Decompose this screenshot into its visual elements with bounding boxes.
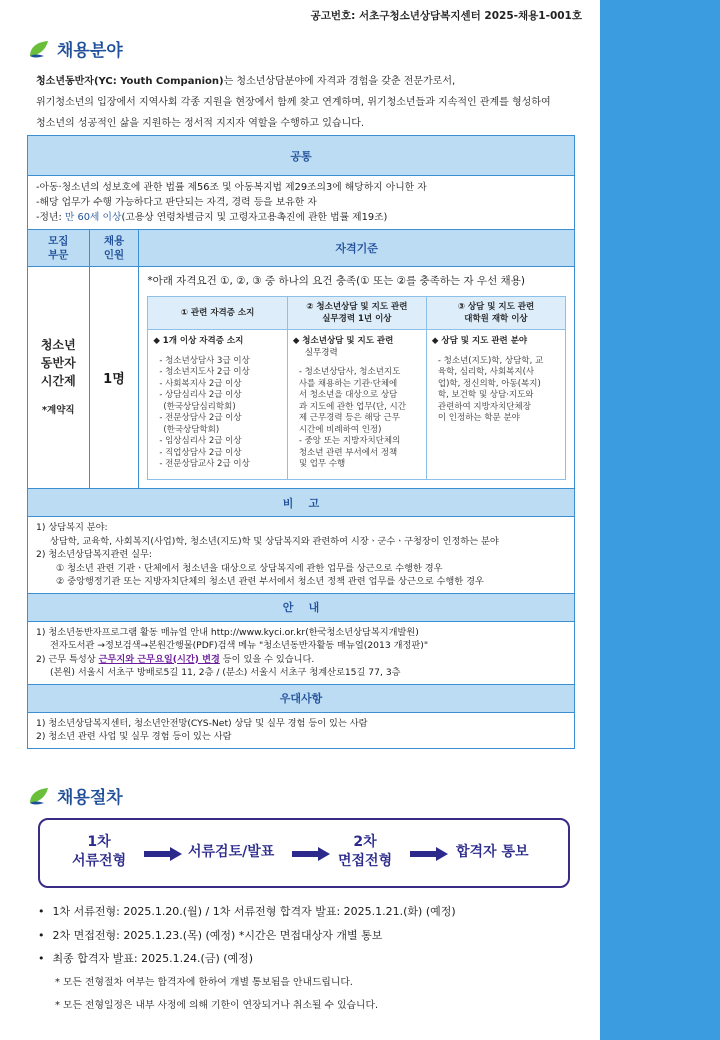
position-name-line3: 시간제 (40, 373, 76, 388)
schedule-note: * 모든 전형절차 여부는 합격자에 한하여 개별 통보됨을 안내드립니다. (55, 976, 353, 988)
option2-item: 과 지도에 관한 업무(단, 시간 (298, 401, 406, 412)
option3-title-line1: ③ 상담 및 지도 관련 (457, 302, 535, 312)
common-line1: -아동·청소년의 성보호에 관한 법률 제56조 및 아동복지법 제29조의3에 해당하지 아니한 자 (36, 182, 427, 193)
leaf-logo-icon (28, 40, 50, 58)
guide-header: 안 내 (28, 593, 575, 621)
retirement-law: (고용상 연령차별금지 및 고령자고용촉진에 관한 법률 제19조) (121, 212, 388, 223)
staff-count: 1명 (89, 267, 139, 489)
schedule-item: • 최종 합격자 발표: 2025.1.24.(금) (예정) (38, 947, 598, 971)
option3-item: 관련하여 지방자치단체장 (437, 401, 531, 412)
option2-item: - 청소년상담사, 청소년지도 (298, 367, 401, 377)
intro-bold-term: 청소년동반자(YC: Youth Companion) (36, 76, 224, 87)
step1-line2: 서류전형 (72, 853, 127, 869)
col-header-recruit-text: 모집 부문 (48, 235, 69, 261)
col-header-recruit (28, 230, 90, 267)
position-name-line2: 동반자 (40, 355, 76, 370)
option2-diamond (293, 336, 421, 359)
retirement-age: 만 60세 이상 (64, 212, 122, 223)
option3-diamond: ◆ 상담 및 지도 관련 분야 (431, 336, 528, 346)
guide-line2: 전자도서관 →정보검색→본원간행물(PDF)검색 메뉴 "청소년동반자활동 매뉴얼(2013 개정판)" (50, 640, 429, 651)
schedule-item: • 1차 서류전형: 2025.1.20.(월) / 1차 서류전형 합격자 발표: 2025.1.21.(화) (예정) (38, 900, 598, 924)
section-title-text: 채용절차 (57, 788, 123, 808)
section-title-recruit-field (28, 36, 123, 61)
step3-line1: 2차 (353, 834, 377, 850)
leaf-logo-icon (28, 787, 50, 805)
option3-item: 이 인정하는 학문 분야 (437, 413, 520, 423)
option3-title-line2: 대학원 재학 이상 (464, 314, 528, 324)
notice-number: 공고번호: 서초구청소년상담복지센터 2025-채용1-001호 (310, 10, 582, 22)
guide-line3 (36, 653, 566, 667)
option3-title (426, 297, 565, 330)
common-line3 (36, 210, 566, 225)
contract-note: *계약직 (42, 404, 75, 416)
step-document-screening (72, 833, 126, 871)
option1-diamond: ◆ 1개 이상 자격증 소지 (153, 336, 244, 346)
guide-line3-pre: 2) 근무 특성상 (36, 653, 99, 665)
guide-highlight: 근무지와 근무요일(시간) 변경 (98, 653, 220, 665)
arrow-right-icon (410, 847, 448, 861)
option1-body (148, 330, 288, 480)
preference-line1: 1) 청소년상담복지센터, 청소년안전망(CYS-Net) 상담 및 실무 경험 등이 있는 사람 (36, 717, 368, 729)
remarks-line3: 2) 청소년상담복지관련 실무: (36, 549, 152, 560)
guide-line3-post: 등이 있을 수 있습니다. (219, 653, 315, 665)
schedule-item: • 2차 면접전형: 2025.1.23.(목) (예정) *시간은 면접대상자 개별 통보 (38, 924, 598, 948)
option1-item: - 직업상담사 2급 이상 (159, 447, 242, 458)
option1-title: ① 관련 자격증 소지 (148, 297, 288, 330)
preference-header: 우대사항 (28, 684, 575, 712)
guide-body (28, 621, 575, 684)
section-title-process (28, 783, 123, 808)
option1-item: - 청소년지도사 2급 이상 (159, 367, 250, 377)
option2-item: - 중앙 또는 지방자치단체의 (298, 436, 401, 446)
common-line2: -해당 업무가 수행 가능하다고 판단되는 자격, 경력 등을 보유한 자 (36, 197, 317, 208)
option2-item: 사를 채용하는 기관·단체에 (298, 378, 398, 389)
option2-item: 시간에 비례하여 인정) (298, 424, 382, 435)
intro-paragraph (36, 71, 576, 134)
common-header: 공통 (28, 136, 575, 176)
step1-line1: 1차 (87, 834, 111, 850)
right-sidebar-band (600, 0, 720, 1040)
arrow-right-icon (144, 847, 182, 861)
criteria-options-table (147, 296, 566, 480)
intro-line2: 위기청소년의 입장에서 지역사회 각종 지원을 현장에서 함께 찾고 연계하며, 위기청소년들과 지속적인 관계를 형성하여 (36, 97, 551, 108)
section-title-text: 채용분야 (57, 41, 123, 61)
option1-item: (한국상담학회) (163, 424, 220, 435)
remarks-line5: ② 중앙행정기관 또는 지방자치단체의 청소년 관련 부서에서 청소년 정책 관련 업무를 상근으로 수행한 경우 (56, 576, 484, 587)
process-flow-box (38, 818, 570, 888)
option1-item: - 전문상담교사 2급 이상 (159, 459, 250, 469)
step-document-review: 서류검토/발표 (188, 844, 275, 860)
position-name (28, 267, 90, 489)
col-header-staff-text: 채용 인원 (103, 235, 125, 261)
option2-item: 서 청소년을 대상으로 상담 (298, 390, 398, 400)
remarks-line2: 상담학, 교육학, 사회복지(사업)학, 청소년(지도)학 및 상담복지와 관련하여 시장ㆍ군수ㆍ구청장이 인정하는 분야 (50, 535, 499, 547)
option1-item: - 임상심리사 2급 이상 (159, 436, 242, 446)
col-header-staff (89, 230, 139, 267)
option3-item: 학, 보건학 및 상담·지도와 (437, 390, 534, 400)
criteria-cell (139, 267, 575, 489)
remarks-body (28, 517, 575, 594)
option2-diamond-line2: 실무경력 (304, 347, 338, 358)
option2-body (287, 330, 426, 480)
schedule-list (38, 900, 598, 1018)
intro-line1: 는 청소년상담분야에 자격과 경험을 갖춘 전문가로서, (223, 76, 456, 87)
col-header-criteria: 자격기준 (139, 230, 575, 267)
option1-item: - 청소년상담사 3급 이상 (159, 355, 250, 366)
schedule-note: * 모든 전형일정은 내부 사정에 의해 기한이 연장되거나 취소될 수 있습니다. (55, 1000, 379, 1011)
recruitment-table (27, 135, 575, 749)
remarks-line1: 1) 상담복지 분야: (36, 522, 108, 533)
option2-diamond-line1: ◆ 청소년상담 및 지도 관련 (292, 336, 394, 346)
guide-line4: (본원) 서울시 서초구 방배로5길 11, 2층 / (분소) 서울시 서초구 청계산로15길 77, 3층 (50, 667, 401, 678)
option2-title (287, 297, 426, 330)
retirement-label: -정년: (36, 212, 65, 223)
option1-item: - 전문상담사 2급 이상 (159, 413, 242, 423)
intro-line3: 청소년의 성공적인 삶을 지원하는 정서적 지지자 역할을 수행하고 있습니다. (36, 118, 365, 129)
arrow-right-icon (292, 847, 330, 861)
step-final-notice: 합격자 통보 (456, 844, 529, 860)
option1-item: - 사회복지사 2급 이상 (159, 378, 242, 389)
option3-item: 업)학, 정신의학, 아동(복지) (437, 378, 541, 389)
option3-body (426, 330, 565, 480)
step3-line2: 면접전형 (338, 853, 393, 869)
criteria-head: *아래 자격요건 ①, ②, ③ 중 하나의 요건 충족(① 또는 ②를 충족하는 자 우선 채용) (147, 275, 525, 287)
remarks-line4: ① 청소년 관련 기관ㆍ단체에서 청소년을 대상으로 상담복지에 관한 업무를 상근으로 수행한 경우 (56, 562, 443, 574)
option2-item: 청소년 관련 부서에서 정책 (298, 447, 398, 458)
option3-item: 육학, 심리학, 사회복지(사 (437, 367, 535, 377)
option1-item: (한국상담심리학회) (163, 401, 236, 412)
step-interview (338, 833, 392, 871)
preference-body (28, 712, 575, 748)
option2-title-line2: 실무경력 1년 이상 (322, 314, 392, 324)
option2-item: 제 근무경력 등은 해당 근무 (298, 413, 400, 423)
preference-line2: 2) 청소년 관련 사업 및 실무 경험 등이 있는 사람 (36, 731, 232, 742)
option3-item: - 청소년(지도)학, 상담학, 교 (437, 355, 544, 366)
option2-item: 및 업무 수행 (298, 459, 346, 469)
option1-item: - 상담심리사 2급 이상 (159, 390, 242, 400)
position-name-line1: 청소년 (40, 337, 76, 352)
guide-line1: 1) 청소년동반자프로그램 활동 매뉴얼 안내 http://www.kyci.or.kr(한국청소년상담복지개발원) (36, 626, 419, 638)
common-requirements (28, 176, 575, 230)
option2-title-line1: ② 청소년상담 및 지도 관련 (306, 302, 408, 312)
remarks-header: 비 고 (28, 489, 575, 517)
